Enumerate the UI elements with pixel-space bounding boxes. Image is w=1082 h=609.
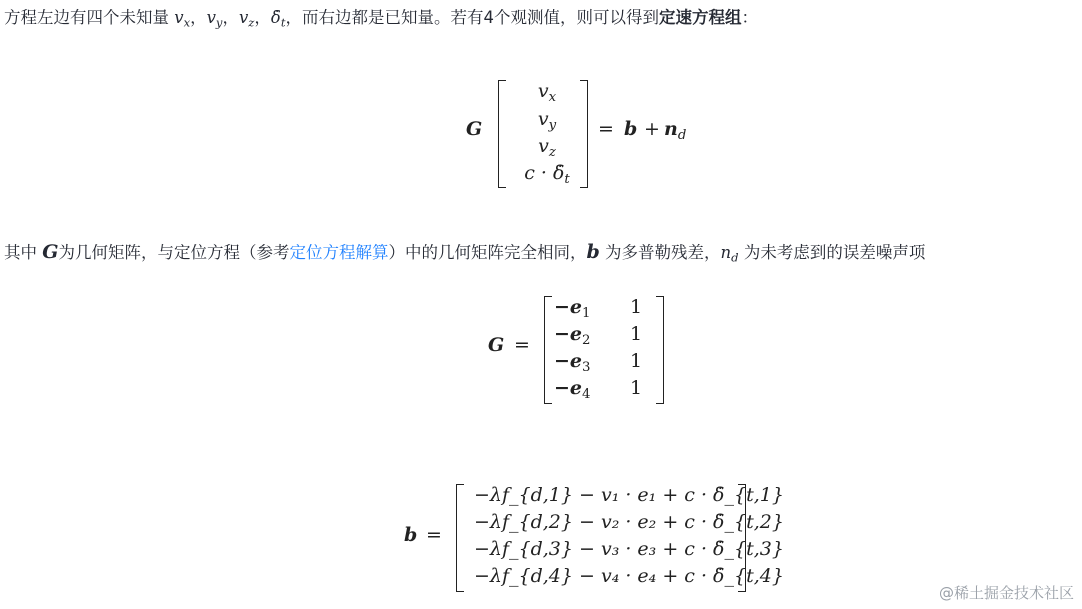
unknown-vx: $v_x$ bbox=[174, 8, 191, 30]
unknown-dt: $\deltȧ_t$ bbox=[270, 8, 286, 30]
eq1-equals: = bbox=[598, 118, 614, 140]
explain-n: $n_d$ bbox=[720, 243, 739, 265]
eq1-right-bracket bbox=[580, 80, 588, 188]
eq2-left-bracket bbox=[544, 296, 552, 404]
unknown-vy: $v_y$ bbox=[206, 8, 223, 30]
eq3-row-1: −λf_{d,1} − v₁ · e₁ + c · δ̇_{t,1} bbox=[474, 484, 784, 506]
intro-emphasis: 定速方程组 bbox=[658, 8, 742, 27]
eq3-row-3: −λf_{d,3} − v₃ · e₃ + c · δ̇_{t,3} bbox=[474, 538, 784, 560]
equation-velocity: G $v_x$ $v_y$ $v_z$ $c \cdot \deltȧ_t$ = b + $n_d$ bbox=[466, 80, 687, 187]
explain-paragraph: 其中 G为几何矩阵，与定位方程（参考定位方程解算）中的几何矩阵完全相同，b 为多普勒残差，$n_d$ 为未考虑到的误差噪声项 bbox=[4, 241, 926, 265]
equation-geometry-matrix bbox=[488, 294, 678, 406]
equation-residual-vector bbox=[404, 480, 784, 592]
eq1-cell-vy: $v_y$ bbox=[537, 108, 557, 133]
explain-G: G bbox=[42, 241, 59, 263]
explain-b: b bbox=[586, 241, 600, 263]
eq1-n: n bbox=[664, 118, 678, 140]
intro-paragraph: 方程左边有四个未知量 $v_x$，$v_y$，$v_z$，$\deltȧ_t$，而右边都是已知量。若有4个观测值，则可以得到定速方程组： bbox=[4, 8, 758, 30]
eq1-cell-vz: $v_z$ bbox=[538, 135, 556, 160]
eq2-row-3: $-e_3$ 1 bbox=[554, 350, 643, 375]
eq3-left-bracket bbox=[456, 484, 464, 592]
eq3-row-4: −λf_{d,4} − v₄ · e₄ + c · δ̇_{t,4} bbox=[474, 565, 784, 587]
eq1-lhs: G bbox=[466, 118, 483, 140]
intro-text: 方程左边有四个未知量 bbox=[4, 8, 175, 27]
eq1-plus: + bbox=[644, 118, 660, 140]
unknown-vz: $v_z$ bbox=[238, 8, 255, 30]
eq2-row-2: $-e_2$ 1 bbox=[554, 323, 643, 348]
eq2-lhs: G bbox=[488, 334, 505, 356]
link-positioning-solution[interactable]: 定位方程解算 bbox=[289, 243, 389, 262]
eq1-left-bracket bbox=[498, 80, 506, 188]
eq1-cell-vx: $v_x$ bbox=[537, 80, 557, 105]
eq1-b: b bbox=[624, 118, 638, 140]
eq1-cell-cdt: $c \cdot \deltȧ_t$ bbox=[524, 162, 570, 187]
eq2-row-1: $-e_1$ 1 bbox=[554, 296, 643, 321]
eq2-equals: = bbox=[514, 334, 530, 356]
eq3-lhs: b bbox=[404, 524, 418, 546]
watermark: @稀土掘金技术社区 bbox=[938, 584, 1074, 602]
eq2-right-bracket bbox=[656, 296, 664, 404]
eq3-row-2: −λf_{d,2} − v₂ · e₂ + c · δ̇_{t,2} bbox=[474, 511, 784, 533]
eq3-right-bracket bbox=[738, 484, 746, 592]
eq2-row-4: $-e_4$ 1 bbox=[554, 377, 643, 402]
eq3-equals: = bbox=[426, 524, 442, 546]
